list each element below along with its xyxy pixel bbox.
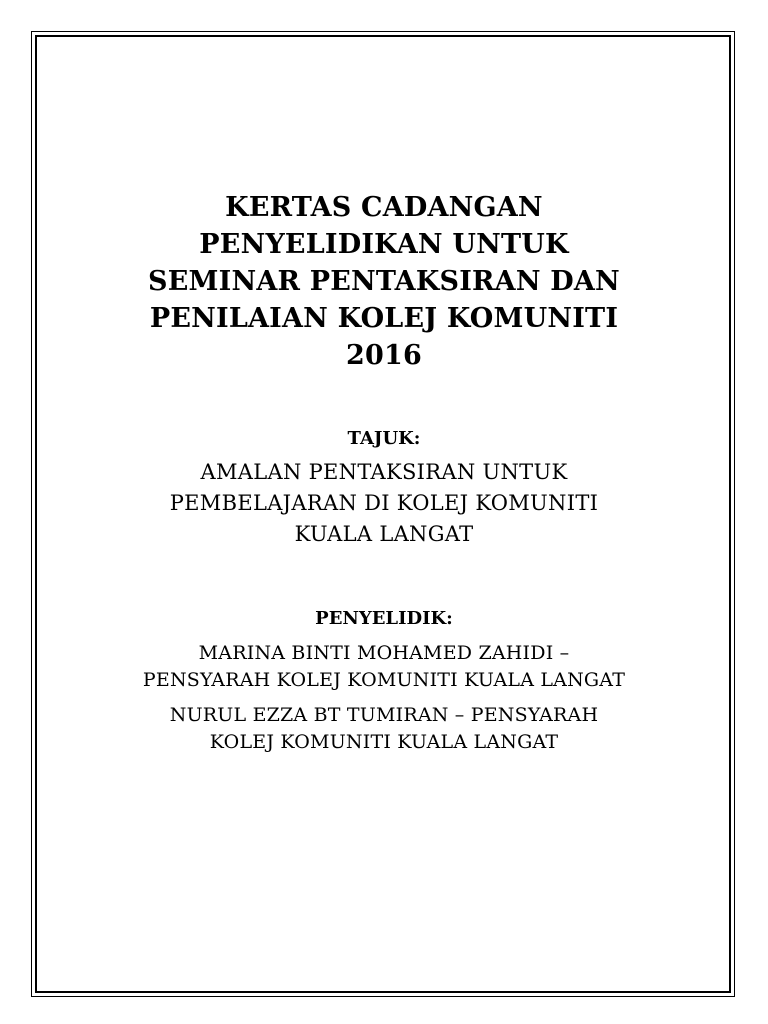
document-title [60, 189, 708, 374]
title-year: 2016 [346, 340, 422, 371]
title-line: PENILAIAN KOLEJ KOMUNITI [149, 303, 619, 334]
title-line: KERTAS CADANGAN [225, 192, 543, 223]
researcher-line: MARINA BINTI MOHAMED ZAHIDI – [198, 642, 570, 664]
researcher-line: PENSYARAH KOLEJ KOMUNITI KUALA LANGAT [142, 669, 626, 691]
researcher-entry [60, 702, 708, 756]
cover-content [60, 189, 708, 756]
researcher-line: NURUL EZZA BT TUMIRAN – PENSYARAH [169, 704, 599, 726]
title-line: SEMINAR PENTAKSIRAN DAN [148, 266, 620, 297]
tajuk-label: TAJUK: [347, 428, 421, 449]
topic-text [60, 457, 708, 550]
topic-line: KUALA LANGAT [294, 522, 474, 546]
researcher-line: KOLEJ KOMUNITI KUALA LANGAT [209, 731, 559, 753]
penyelidik-label: PENYELIDIK: [315, 608, 453, 629]
topic-line: AMALAN PENTAKSIRAN UNTUK [200, 460, 568, 484]
topic-line: PEMBELAJARAN DI KOLEJ KOMUNITI [169, 491, 599, 515]
title-line: PENYELIDIKAN UNTUK [199, 229, 569, 260]
researcher-entry [60, 640, 708, 694]
